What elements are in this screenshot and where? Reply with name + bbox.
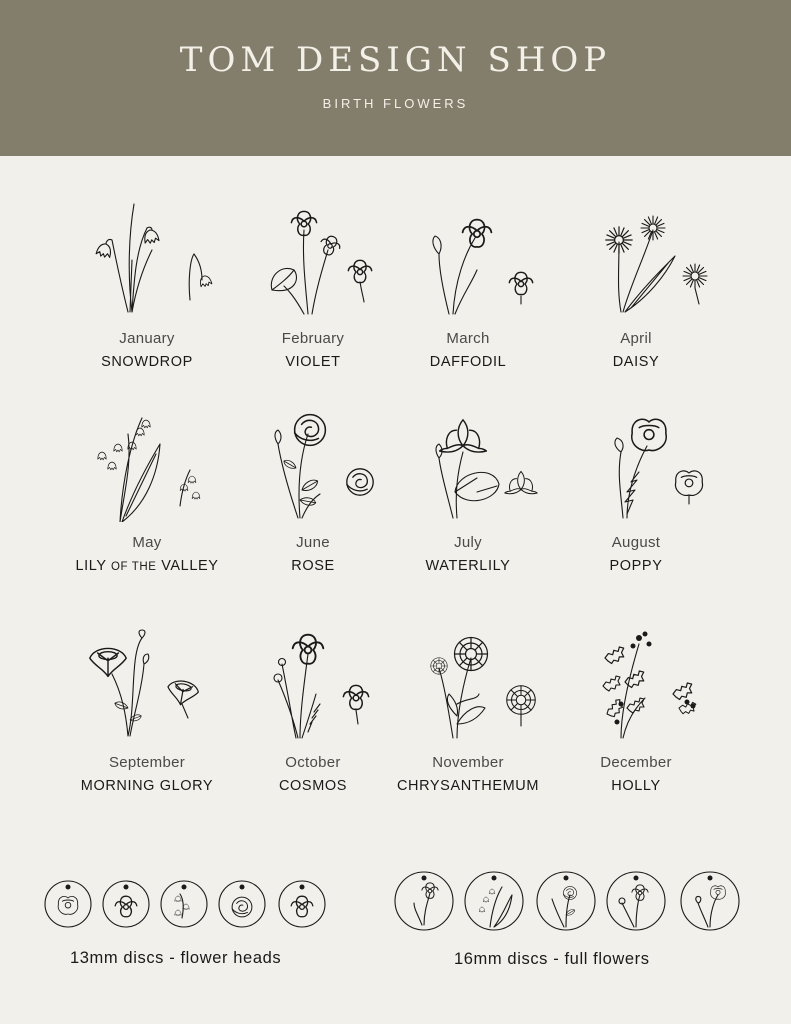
flower-card-august <box>551 404 721 574</box>
disc-lily-head-icon <box>161 881 207 927</box>
flower-card-may <box>62 404 232 574</box>
large-disc-caption: 16mm discs - full flowers <box>454 950 650 968</box>
month-label: October <box>285 754 341 771</box>
small-disc-caption: 13mm discs - flower heads <box>70 949 282 967</box>
violet-icon <box>228 200 398 318</box>
shop-title: TOM DESIGN SHOP <box>179 40 612 80</box>
flower-card-july <box>383 404 553 574</box>
flower-name: HOLLY <box>611 778 661 794</box>
month-label: December <box>600 754 672 771</box>
month-label: September <box>108 754 186 771</box>
flower-name: VIOLET <box>285 354 341 370</box>
disc-cosmos-full-icon <box>607 872 665 930</box>
flower-name: ROSE <box>291 558 335 574</box>
daffodil-icon <box>383 200 553 318</box>
month-label: February <box>281 330 345 347</box>
flower-card-december <box>551 624 721 794</box>
flower-name: COSMOS <box>278 778 348 794</box>
disc-poppy-head-icon <box>45 881 91 927</box>
page-subtitle: BIRTH FLOWERS <box>322 96 469 111</box>
chrysanthemum-icon <box>383 624 553 742</box>
disc-rose-head-icon <box>219 881 265 927</box>
month-label: March <box>446 330 490 347</box>
poppy-icon <box>551 404 721 522</box>
flower-card-november <box>383 624 553 794</box>
flower-name: DAFFODIL <box>429 354 507 370</box>
large-disc-row <box>390 866 750 936</box>
disc-daffodil-full-icon <box>395 872 453 930</box>
disc-poppy-full-icon <box>681 872 739 930</box>
cosmos-icon <box>228 624 398 742</box>
flower-card-october <box>228 624 398 794</box>
month-label: May <box>132 534 162 551</box>
morning-glory-icon <box>62 624 232 742</box>
flower-card-september <box>62 624 232 794</box>
header-banner <box>0 0 791 156</box>
month-label: April <box>620 330 652 347</box>
flower-card-june <box>228 404 398 574</box>
daisy-icon <box>551 200 721 318</box>
flower-card-february <box>228 200 398 370</box>
flower-name: WATERLILY <box>425 558 511 574</box>
flower-card-january <box>62 200 232 370</box>
flower-name: SNOWDROP <box>101 354 193 370</box>
disc-rose-full-icon <box>537 872 595 930</box>
lily-of-the-valley-icon <box>62 404 232 522</box>
flower-card-march <box>383 200 553 370</box>
month-label: July <box>454 534 482 551</box>
rose-icon <box>228 404 398 522</box>
flower-name: LILY OF THE VALLEY <box>75 558 219 574</box>
flower-name: DAISY <box>612 354 660 370</box>
flower-card-april <box>551 200 721 370</box>
holly-icon <box>551 624 721 742</box>
snowdrop-icon <box>62 200 232 318</box>
month-label: June <box>296 534 330 551</box>
month-label: August <box>611 534 661 551</box>
disc-daffodil-head-icon <box>103 881 149 927</box>
month-label: January <box>119 330 175 347</box>
disc-cosmos-head-icon <box>279 881 325 927</box>
flower-name: POPPY <box>609 558 663 574</box>
month-label: November <box>432 754 504 771</box>
flower-name: CHRYSANTHEMUM <box>396 778 540 794</box>
waterlily-icon <box>383 404 553 522</box>
flower-name: MORNING GLORY <box>80 778 214 794</box>
small-disc-row <box>40 876 340 934</box>
disc-lily-full-icon <box>465 872 523 930</box>
